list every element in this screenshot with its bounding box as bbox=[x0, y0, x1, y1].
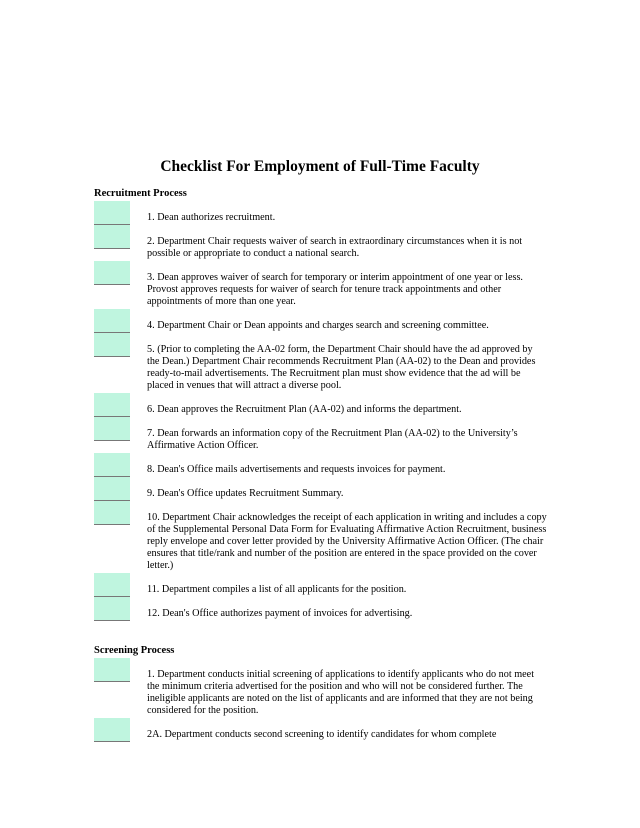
checklist-item: 2A. Department conducts second screening to identify candidates for whom complete bbox=[147, 729, 497, 740]
checklist-item: 7. Dean forwards an information copy of the Recruitment Plan (AA-02) to the University’s Affirmative Action Officer. bbox=[147, 428, 518, 452]
checklist-item: 5. (Prior to completing the AA-02 form, the Department Chair should have the ad approved by the Dean.) Department Chair recommends Recruitment Plan (AA-02) to the Dean and provides ready-to-mail advertisements. The Recruitment plan must show evidence that the ad will be placed in venues that will attract a diverse pool. bbox=[147, 344, 536, 392]
checklist-item: 1. Dean authorizes recruitment. bbox=[147, 212, 276, 223]
checklist-item: 9. Dean's Office updates Recruitment Summary. bbox=[147, 488, 344, 499]
checklist-item: 6. Dean approves the Recruitment Plan (AA-02) and informs the department. bbox=[147, 404, 462, 415]
checkbox-field[interactable] bbox=[94, 309, 130, 333]
checklist-item: 4. Department Chair or Dean appoints and charges search and screening committee. bbox=[147, 320, 489, 331]
checkbox-field[interactable] bbox=[94, 393, 130, 417]
section-heading-recruitment: Recruitment Process bbox=[94, 188, 187, 199]
checkbox-field[interactable] bbox=[94, 597, 130, 621]
checkbox-field[interactable] bbox=[94, 417, 130, 441]
checkbox-field[interactable] bbox=[94, 477, 130, 501]
checklist-item: 12. Dean's Office authorizes payment of invoices for advertising. bbox=[147, 608, 413, 619]
checkbox-field[interactable] bbox=[94, 718, 130, 742]
checkbox-field[interactable] bbox=[94, 453, 130, 477]
checkbox-field[interactable] bbox=[94, 501, 130, 525]
checkbox-field[interactable] bbox=[94, 573, 130, 597]
checkbox-field[interactable] bbox=[94, 261, 130, 285]
checklist-item: 11. Department compiles a list of all applicants for the position. bbox=[147, 584, 407, 595]
checklist-item: 2. Department Chair requests waiver of search in extraordinary circumstances when it is not possible or appropriate to conduct a national search. bbox=[147, 236, 523, 260]
checkbox-field[interactable] bbox=[94, 658, 130, 682]
checkbox-field[interactable] bbox=[94, 201, 130, 225]
checklist-item: 3. Dean approves waiver of search for temporary or interim appointment of one year or less. Provost approves requests for waiver of search for tenure track appointments and other appointments of more than one year. bbox=[147, 272, 523, 308]
checklist-item: 10. Department Chair acknowledges the receipt of each application in writing and includes a copy of the Supplemental Personal Data Form for Evaluating Affirmative Action Recruitment, business reply envelope and cover letter provided by the University Affirmative Action Officer. (The chair ensures that title/rank and number of the position are entered in the space provided on the cover letter.) bbox=[147, 512, 547, 572]
section-heading-screening: Screening Process bbox=[94, 645, 175, 656]
page-title: Checklist For Employment of Full-Time Faculty bbox=[160, 158, 480, 175]
checkbox-field[interactable] bbox=[94, 333, 130, 357]
checklist-item: 1. Department conducts initial screening of applications to identify applicants who do not meet the minimum criteria advertised for the position and who will not be considered further. The ineligible applicants are noted on the list of applicants and are informed that they are not being considered for the position. bbox=[147, 669, 535, 717]
checklist-item: 8. Dean's Office mails advertisements and requests invoices for payment. bbox=[147, 464, 446, 475]
checkbox-field[interactable] bbox=[94, 225, 130, 249]
